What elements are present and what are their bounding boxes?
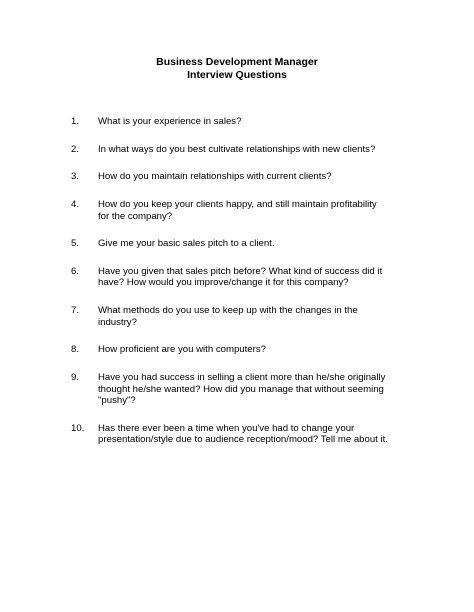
- question-item: [0, 266, 474, 289]
- question-item: [0, 372, 474, 407]
- question-line: Have you had success in selling a client more than he/she originally: [98, 372, 386, 383]
- question-line: What is your experience in sales?: [98, 116, 242, 127]
- question-line: How proficient are you with computers?: [98, 344, 266, 356]
- question-line: Have you given that sales pitch before? What kind of success did it: [98, 265, 383, 277]
- question-text: [98, 372, 418, 407]
- question-item: [0, 171, 474, 183]
- question-number: 1.: [71, 116, 80, 127]
- question-line: What methods do you use to keep up with the changes in the: [98, 305, 358, 317]
- document-header: [0, 56, 474, 82]
- question-line: thought he/she wanted? How did you manage that without seeming: [98, 383, 384, 395]
- question-list: [0, 116, 474, 462]
- question-item: [0, 423, 474, 446]
- question-item: [0, 344, 474, 356]
- question-item: [0, 144, 474, 156]
- question-text: [98, 305, 418, 328]
- document-title: Business Development Manager: [156, 56, 318, 68]
- question-text: [98, 116, 418, 128]
- question-number: 10.: [71, 422, 85, 434]
- question-item: [0, 238, 474, 250]
- question-text: [98, 171, 418, 183]
- question-line: In what ways do you best cultivate relationships with new clients?: [98, 143, 376, 155]
- question-line: Give me your basic sales pitch to a client.: [98, 238, 275, 250]
- question-item: [0, 116, 474, 128]
- question-item: [0, 305, 474, 328]
- question-number: 4.: [71, 199, 80, 211]
- question-number: 3.: [71, 171, 80, 183]
- question-number: 6.: [71, 265, 80, 277]
- question-line: industry?: [98, 316, 137, 328]
- question-text: [98, 144, 418, 156]
- question-item: [0, 199, 474, 222]
- question-text: [98, 266, 418, 289]
- question-line: "pushy"?: [98, 395, 136, 406]
- question-line: for the company?: [98, 210, 173, 222]
- document-subtitle: Interview Questions: [187, 69, 287, 81]
- question-number: 9.: [71, 372, 80, 383]
- question-number: 5.: [71, 238, 80, 250]
- question-number: 8.: [71, 344, 80, 356]
- question-number: 2.: [71, 143, 80, 155]
- question-text: [98, 344, 418, 356]
- question-line: How do you keep your clients happy, and still maintain profitability: [98, 199, 377, 211]
- question-line: Has there ever been a time when you've had to change your: [98, 422, 355, 434]
- question-line: How do you maintain relationships with current clients?: [98, 171, 332, 183]
- question-line: have? How would you improve/change it for this company?: [98, 277, 349, 289]
- question-line: presentation/style due to audience reception/mood? Tell me about it.: [98, 434, 388, 446]
- question-number: 7.: [71, 305, 80, 317]
- question-text: [98, 238, 418, 250]
- question-text: [98, 423, 418, 446]
- question-text: [98, 199, 418, 222]
